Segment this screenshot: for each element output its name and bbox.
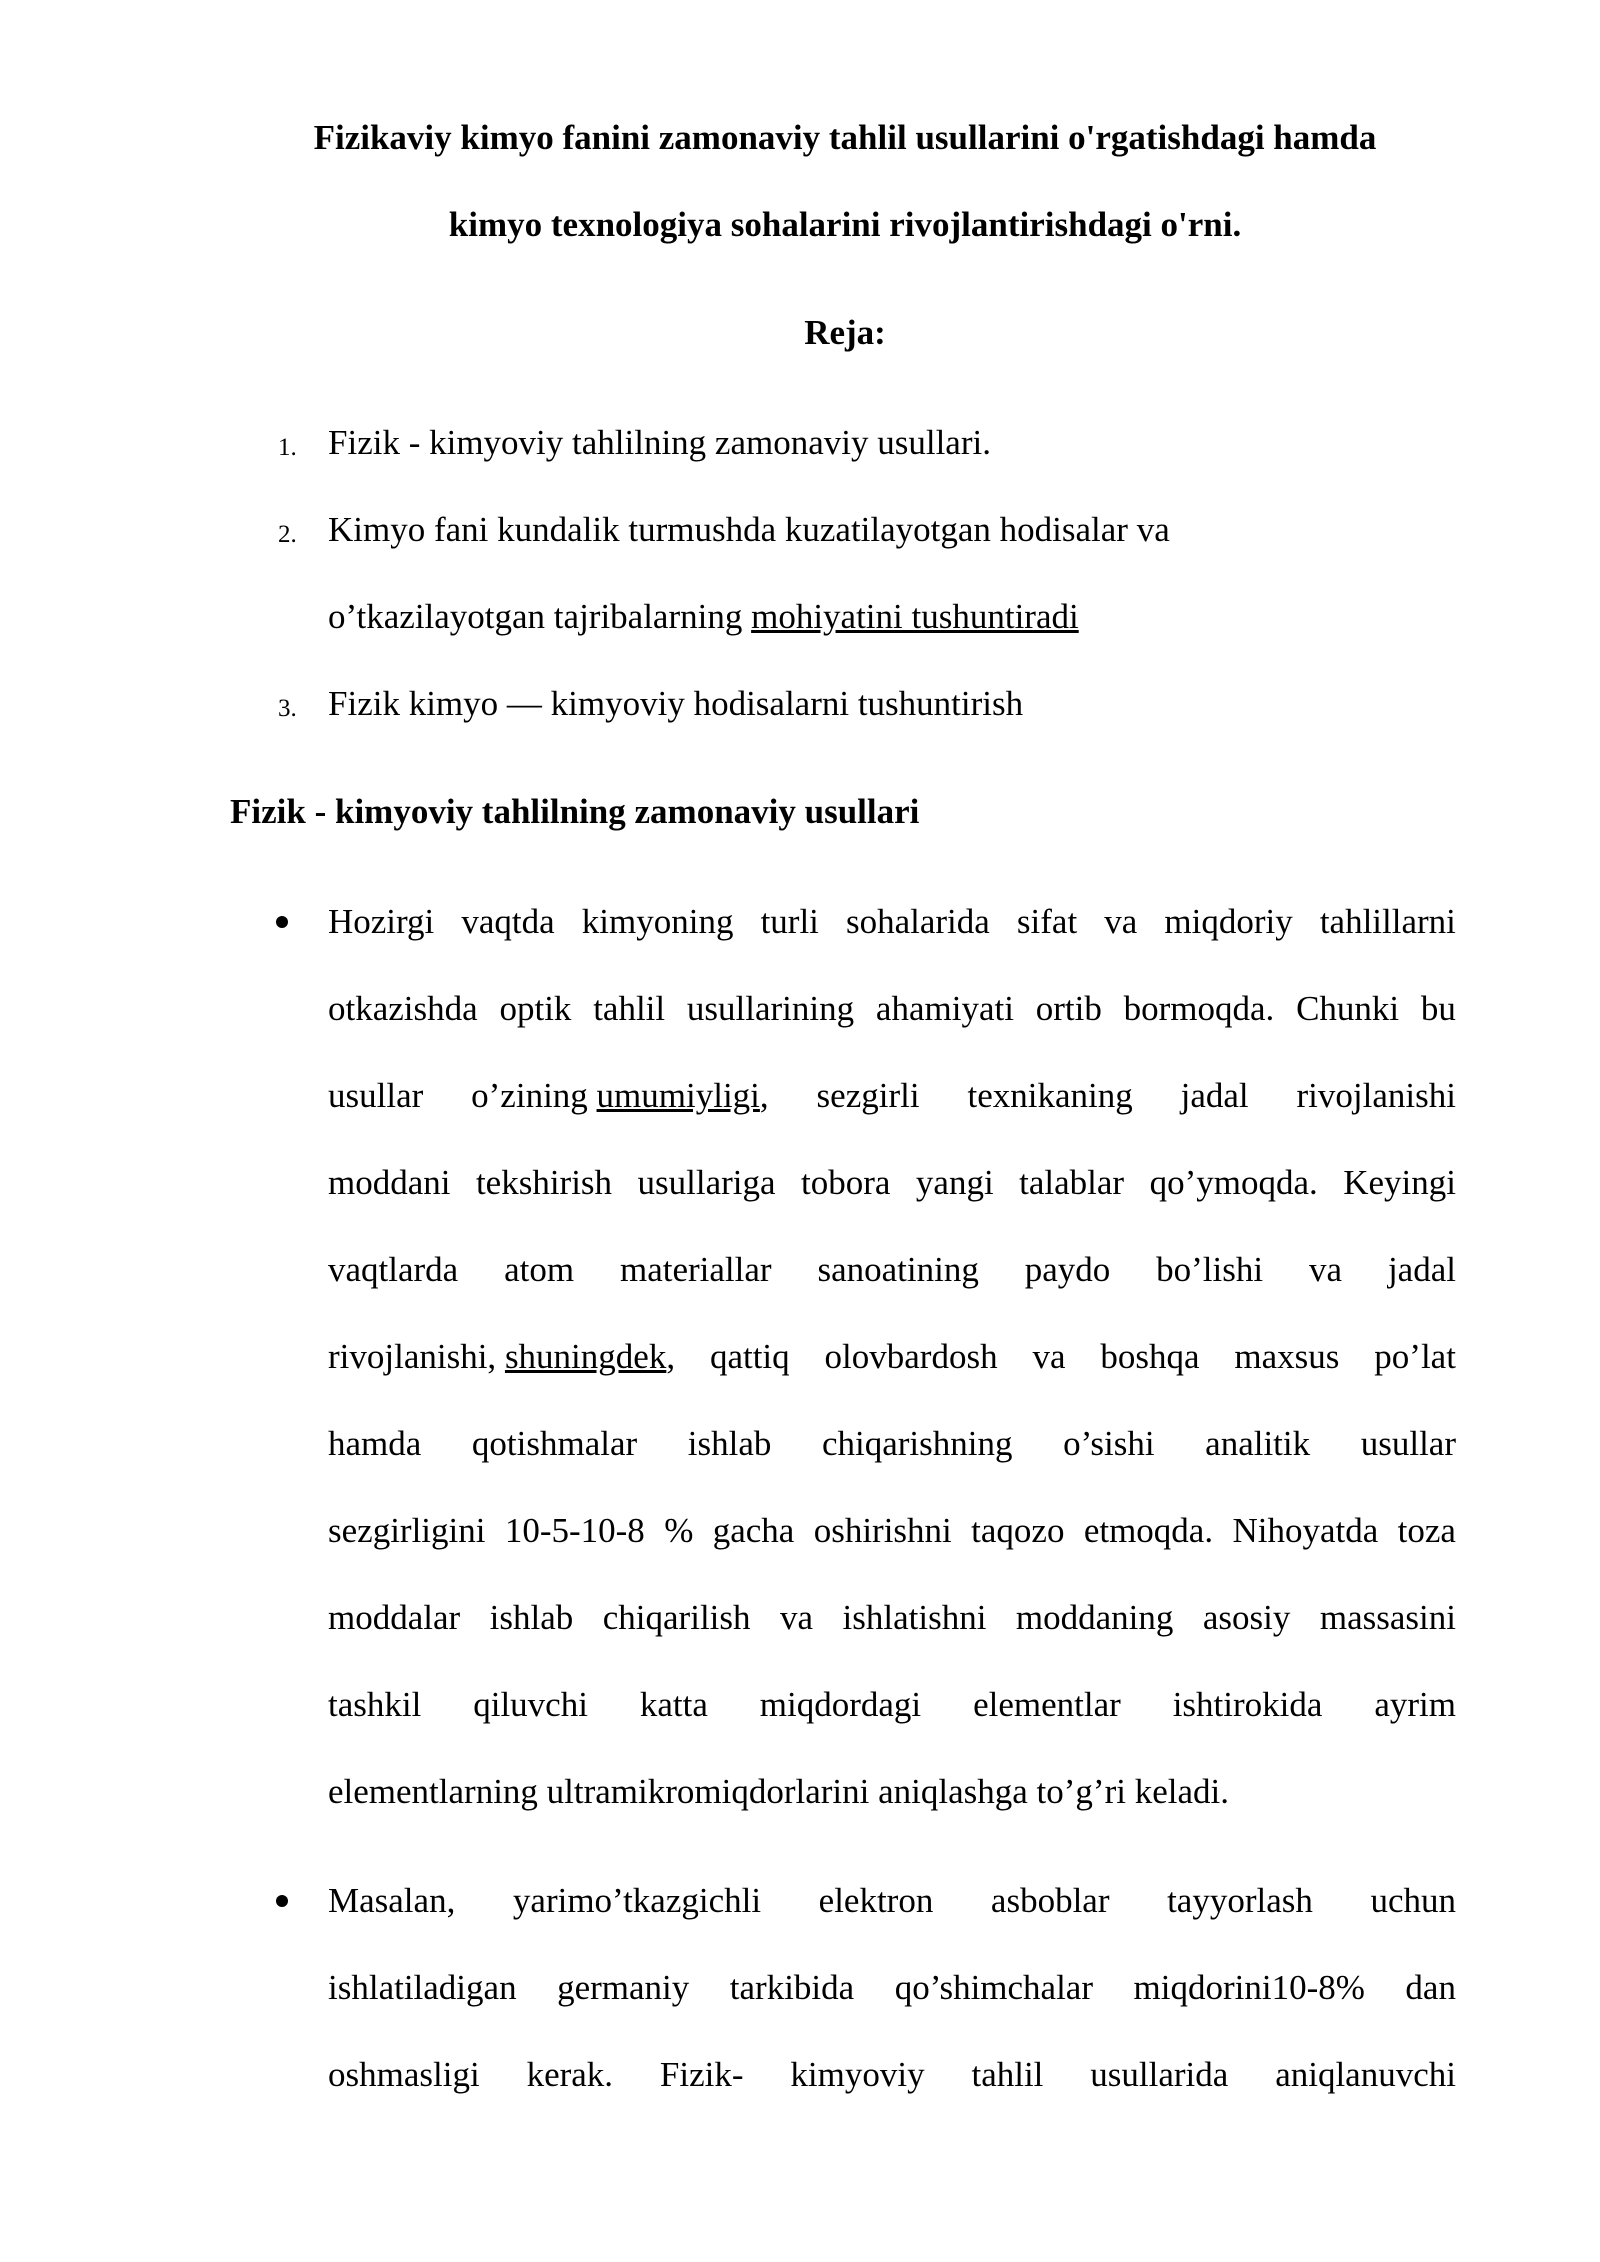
paragraph-line: hamda qotishmalar ishlab chiqarishning o’sishi analitik usullar	[328, 1424, 1456, 1463]
paragraph-line: Hozirgi vaqtda kimyoning turli sohalarida sifat va miqdoriy tahlillarni	[328, 902, 1456, 941]
plan-item-number: 3.	[278, 695, 297, 722]
paragraph-line: elementlarning ultramikromiqdorlarini aniqlashga to’g’ri keladi.	[328, 1772, 1229, 1811]
paragraph-line: tashkil qiluvchi katta miqdordagi elementlar ishtirokida ayrim	[328, 1685, 1456, 1724]
plan-item-number: 2.	[278, 521, 297, 548]
paragraph-line: moddalar ishlab chiqarilish va ishlatishni moddaning asosiy massasini	[328, 1598, 1456, 1637]
underlined-phrase: mohiyatini tushuntiradi	[751, 597, 1079, 636]
paragraph-line: Masalan, yarimo’tkazgichli elektron asboblar tayyorlash uchun	[328, 1881, 1456, 1920]
plan-item-text-prefix: o’tkazilayotgan tajribalarning	[328, 597, 752, 636]
plan-item-number: 1.	[278, 434, 297, 461]
paragraph-line: moddani tekshirish usullariga tobora yangi talablar qo’ymoqda. Keyingi	[328, 1163, 1456, 1202]
paragraph-line: rivojlanishi, shuningdek, qattiq olovbardosh va boshqa maxsus po’lat	[328, 1337, 1456, 1376]
paragraph-line: usullar o’zining umumiyligi, sezgirli texnikaning jadal rivojlanishi	[328, 1076, 1456, 1115]
paragraph-line: vaqtlarda atom materiallar sanoatining paydo bo’lishi va jadal	[328, 1250, 1456, 1289]
paragraph-line: oshmasligi kerak. Fizik- kimyoviy tahlil usullarida aniqlanuvchi	[328, 2055, 1456, 2094]
document-title-line-2: kimyo texnologiya sohalarini rivojlantirishdagi o'rni.	[448, 205, 1242, 244]
plan-item-text-continued	[328, 597, 1079, 637]
paragraph-line: sezgirligini 10-5-10-8 % gacha oshirishni taqozo etmoqda. Nihoyatda toza	[328, 1511, 1456, 1550]
plan-item-text: Kimyo fani kundalik turmushda kuzatilayotgan hodisalar va	[328, 510, 1170, 549]
document-title-line-1: Fizikaviy kimyo fanini zamonaviy tahlil usullarini o'rgatishdagi hamda	[313, 118, 1377, 157]
plan-item-text: Fizik kimyo — kimyoviy hodisalarni tushuntirish	[328, 684, 1024, 723]
bullet-dot	[276, 916, 288, 928]
plan-item-text: Fizik - kimyoviy tahlilning zamonaviy usullari.	[328, 423, 991, 462]
paragraph-line: ishlatiladigan germaniy tarkibida qo’shimchalar miqdorini10-8% dan	[328, 1968, 1456, 2007]
plan-heading: Reja:	[804, 313, 886, 352]
bullet-dot	[276, 1895, 288, 1907]
section-heading: Fizik - kimyoviy tahlilning zamonaviy usullari	[230, 792, 920, 831]
paragraph-line: otkazishda optik tahlil usullarining ahamiyati ortib bormoqda. Chunki bu	[328, 989, 1456, 1028]
